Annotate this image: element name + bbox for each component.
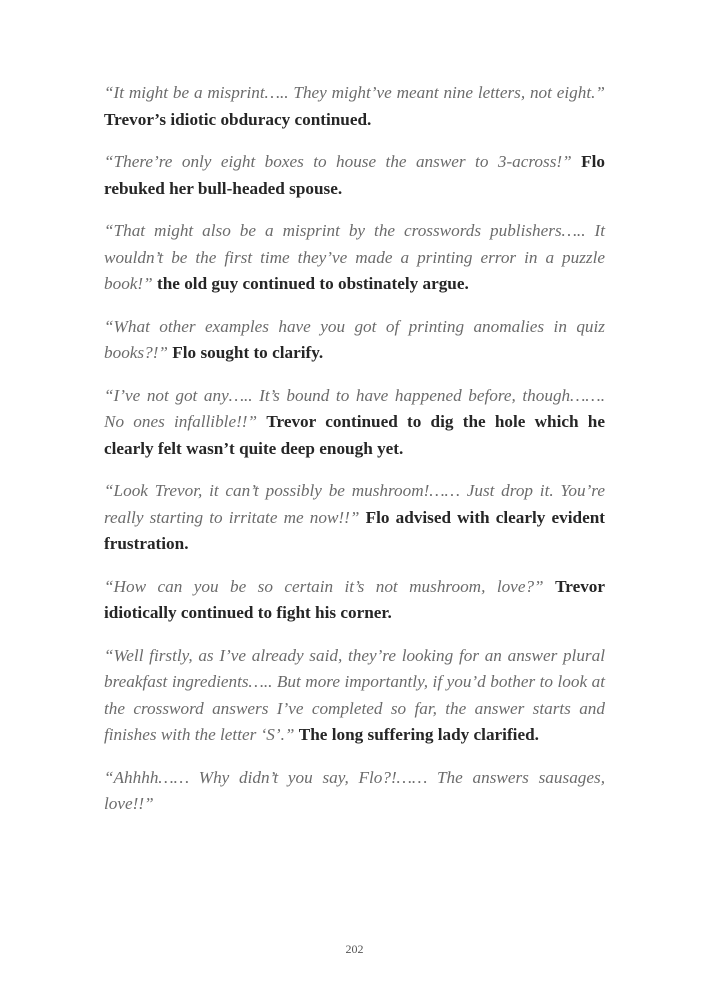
- dialogue: “What other examples have you got of printing anomalies in quiz books?!”: [104, 316, 605, 362]
- dialogue: “That might also be a misprint by the crosswords publishers….. It wouldn’t be the first time they’ve made a printing error in a puzzle book!”: [104, 221, 605, 293]
- narration: The long suffering lady clarified.: [298, 725, 539, 744]
- narration: Trevor continued to dig the hole which he clearly felt wasn’t quite deep enough yet.: [104, 412, 605, 458]
- dialogue: “Look Trevor, it can’t possibly be mushroom!…… Just drop it. You’re really starting to irritate me now!!”: [104, 481, 605, 527]
- dialogue: “I’ve not got any….. It’s bound to have happened before, though……. No ones infallible!!”: [104, 385, 605, 431]
- dialogue: “How can you be so certain it’s not mushroom, love?”: [104, 576, 544, 596]
- dialogue: “There’re only eight boxes to house the answer to 3-across!”: [104, 152, 572, 171]
- paragraph: [104, 765, 605, 818]
- narration: Trevor idiotically continued to fight his corner.: [104, 576, 606, 622]
- paragraph: [104, 574, 605, 627]
- dialogue: “It might be a misprint….. They might’ve meant nine letters, not eight.”: [104, 83, 605, 102]
- dialogue: “Ahhhh…… Why didn’t you say, Flo?!…… The answers sausages, love!!”: [104, 767, 605, 813]
- paragraph: [104, 218, 605, 298]
- paragraph: [104, 383, 605, 463]
- narration: the old guy continued to obstinately argue.: [157, 274, 469, 293]
- paragraph: [104, 149, 605, 202]
- narration: Flo advised with clearly evident frustration.: [104, 507, 606, 553]
- paragraph: [104, 314, 605, 367]
- page-number: 202: [345, 942, 364, 956]
- paragraph: [104, 643, 605, 749]
- narration: Flo sought to clarify.: [172, 343, 324, 362]
- page-text: [104, 80, 605, 834]
- paragraph: [104, 80, 605, 133]
- dialogue: “Well firstly, as I’ve already said, they’re looking for an answer plural breakfast ingredients….. But more importantly, if you’d bother to look at the crossword answers I’ve completed so far, the answer starts and finishes with the letter ‘S’.”: [104, 645, 605, 744]
- narration: Trevor’s idiotic obduracy continued.: [104, 109, 372, 129]
- narration: Flo rebuked her bull-headed spouse.: [104, 152, 606, 198]
- paragraph: [104, 478, 605, 558]
